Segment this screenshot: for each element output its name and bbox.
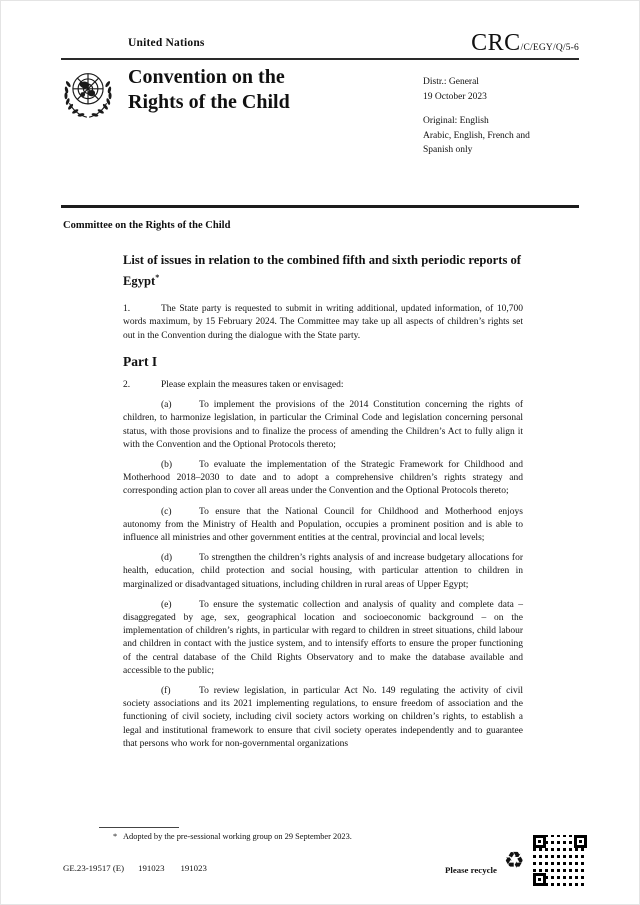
subparagraph-a: [123, 399, 523, 452]
un-emblem-icon: [59, 65, 117, 123]
original-language-block: [423, 114, 583, 158]
subpara-f-label: (f): [161, 686, 171, 697]
languages-line1: Arabic, English, French and: [423, 130, 530, 141]
subparagraph-f: [123, 685, 523, 751]
document-symbol-main: CRC: [471, 30, 521, 56]
footnote: [113, 832, 533, 841]
languages-line2: Spanish only: [423, 145, 473, 155]
subpara-c-label: (c): [161, 506, 172, 517]
subpara-c-text: To ensure that the National Council for Childhood and Motherhood enjoys autonomy from the Ministry of Health and Population, occupies a prominent position and is able to influence all ministries and other government entities at the central, provincial and local levels;: [123, 506, 523, 544]
ge-number: GE.23-19517 (E): [63, 863, 125, 873]
qr-finder-top-left: [533, 835, 546, 848]
qr-code: [533, 835, 587, 886]
original-line: Original: English: [423, 116, 489, 126]
recycle-label: Please recycle: [445, 865, 497, 875]
document-title-text: List of issues in relation to the combined fifth and sixth periodic reports of Egypt: [123, 253, 521, 289]
paragraph-1-number: 1.: [123, 304, 131, 315]
subpara-b-text: To evaluate the implementation of the Strategic Framework for Childhood and Motherhood 2018–2030 to date and to adopt a comprehensive children’s rights strategy and corresponding action plan to cover all areas under the Convention and the Optional Protocols thereto;: [123, 460, 523, 497]
document-title: [123, 252, 523, 290]
subparagraph-e: [123, 599, 523, 678]
treaty-title: [128, 65, 290, 115]
distribution-block: [423, 75, 583, 158]
footnote-marker: *: [113, 832, 118, 841]
date-line: 19 October 2023: [423, 91, 487, 102]
footnote-rule: [99, 827, 179, 828]
qr-finder-top-right: [574, 835, 587, 848]
document-symbol-suffix: /C/EGY/Q/5-6: [520, 43, 579, 53]
subpara-a-label: (a): [161, 400, 172, 411]
subpara-a-text: To implement the provisions of the 2014 Constitution concerning the rights of children, to harmonize legislation, in particular the Criminal Code and legislation concerning personal status, with those provisions and to finalize the process of amending the Children’s Act to fully align it with the Convention and the Optional Protocols thereto;: [123, 400, 523, 450]
subpara-d-text: To strengthen the children’s rights analysis of and increase budgetary allocations for health, education, child protection and social housing, with particular attention to children in marginalized or disadvantaged situations, including children in rural areas of Upper Egypt;: [123, 553, 523, 590]
subpara-e-text: To ensure the systematic collection and analysis of quality and complete data – disaggregated by age, sex, geographical location and socioeconomic background – on the implementation of children’s rights, in particular with regard to children in street situations, child labour and children in contact with the justice system, and to intensify efforts to ensure the proper functioning of the central database of the Child Rights Observatory and to make the database available and accessible to the public;: [123, 599, 523, 676]
document-control-number: [63, 863, 207, 873]
masthead-rule: [61, 205, 579, 208]
subpara-d-label: (d): [161, 553, 173, 564]
date-code-2: 191023: [180, 863, 207, 873]
recycle-icon: ♻: [504, 848, 525, 874]
subpara-b-label: (b): [161, 460, 173, 471]
part-heading: Part I: [123, 353, 158, 369]
header-rule: [61, 58, 579, 60]
treaty-title-line1: Convention on the: [128, 66, 285, 88]
date-code-1: 191023: [138, 863, 165, 873]
laurel-right: [91, 80, 112, 117]
subpara-f-text: To review legislation, in particular Act No. 149 regulating the activity of civil society associations and its 2021 implementing regulations, to ensure freedom of association and the functioning of civil society, including civil society actors working on children’s rights, to establish a legal and institutional framework to ensure that civil society operates independently and to guarantee that persons who work for non-governmental organizations: [123, 686, 523, 749]
paragraph-2-number: 2.: [123, 380, 131, 390]
committee-heading: Committee on the Rights of the Child: [63, 220, 231, 231]
paragraph-2-text: Please explain the measures taken or envisaged:: [161, 380, 344, 390]
distr-line: Distr.: General: [423, 77, 479, 87]
subparagraph-d: [123, 552, 523, 592]
subpara-e-label: (e): [161, 599, 172, 610]
paragraph-1-text: The State party is requested to submit in writing additional, updated information, of 10,700 words maximum, by 15 February 2024. The Committee may take up all aspects of children’s rights set out in the Convention during the dialogue with the State party.: [123, 304, 523, 341]
title-footnote-marker: *: [155, 273, 160, 282]
document-symbol: [471, 30, 579, 57]
treaty-title-line2: Rights of the Child: [128, 91, 290, 113]
qr-finder-bottom-left: [533, 873, 546, 886]
paragraph-2: [123, 379, 523, 392]
subparagraph-c: [123, 506, 523, 546]
subparagraph-b: [123, 459, 523, 499]
org-name: United Nations: [128, 37, 205, 49]
paragraph-1: [123, 303, 523, 343]
document-body: [123, 252, 523, 751]
footnote-text: Adopted by the pre-sessional working group on 29 September 2023.: [123, 832, 352, 841]
